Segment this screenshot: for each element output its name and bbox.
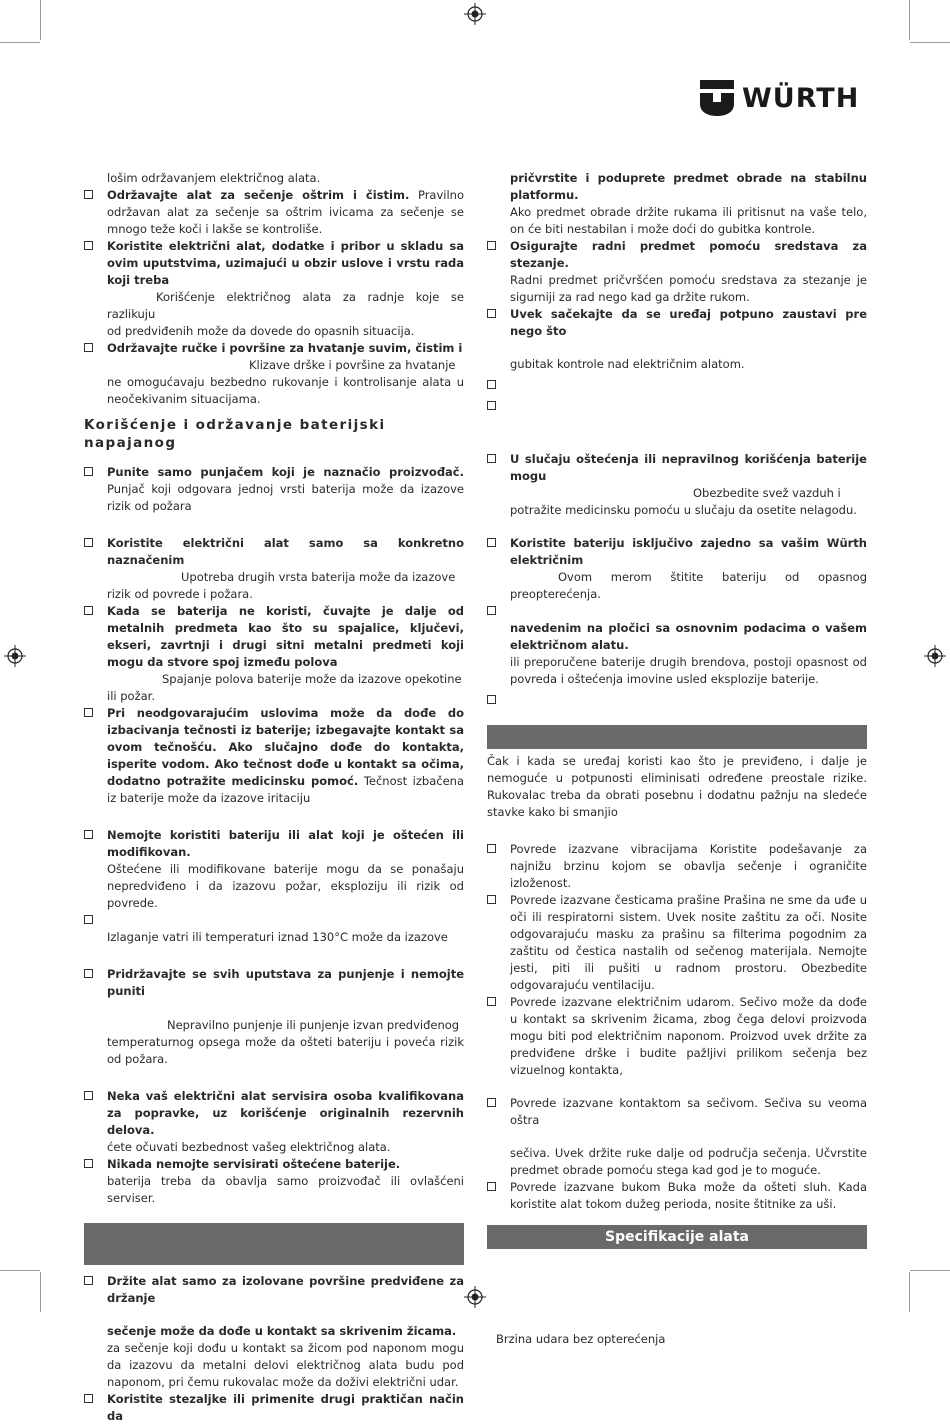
item-bold: Koristite električni alat samo sa konkretno naznačenim — [107, 536, 464, 567]
item-text: Oštećene ili modifikovane baterije mogu da se ponašaju nepredviđeno i da izazovu požar, eksploziju ili rizik od povrede. — [107, 862, 464, 910]
list-item — [487, 398, 867, 415]
crop-mark — [909, 1272, 910, 1312]
checkbox-bullet — [84, 1159, 93, 1168]
list-item — [487, 841, 867, 892]
item-text: Spajanje polova baterije može da izazove opekotine — [162, 672, 462, 686]
list-item — [84, 603, 464, 705]
section-bar — [84, 1223, 464, 1265]
list-item — [487, 377, 867, 394]
item-text: Pravilno održavan alat za sečenje sa oštrim ivicama za sečenje se mnogo teže koči i lakše se kontroliše. — [107, 188, 464, 236]
checkbox-bullet — [487, 844, 496, 853]
left-column — [84, 170, 464, 1425]
checkbox-bullet — [487, 380, 496, 389]
item-bold: Pridržavajte se svih uputstava za punjenje i nemojte puniti — [107, 967, 464, 998]
list-item — [84, 535, 464, 603]
list-item — [487, 238, 867, 306]
list-item — [84, 827, 464, 912]
checkbox-bullet — [84, 538, 93, 547]
item-text: temperaturnog opsega može da ošteti bateriju i poveća rizik od požara. — [107, 1035, 464, 1066]
item-bold: Nemojte koristiti bateriju ili alat koji je oštećen ili modifikovan. — [107, 828, 464, 859]
list-item — [84, 966, 464, 1068]
item-text: Tečnost izbačena iz baterije može da izazove iritaciju — [107, 774, 464, 805]
item-bold: Pri neodgovarajućim uslovima može da dođe do izbacivanja tečnosti iz baterije; izbegavajte kontakt sa ovom tečnošću. Ako slučajno dođe do kontakta, isperite vodom. Ako tečnost dođe u kontakt sa očima, dodatno potražite medicinsku pomoć. — [107, 706, 464, 788]
item-bold: Nikada nemojte servisirati oštećene baterije. — [107, 1157, 401, 1171]
checkbox-bullet — [487, 1098, 496, 1107]
item-text: Izlaganje vatri ili temperaturi iznad 130°C može da izazove — [107, 930, 448, 944]
item-text: Radni predmet pričvršćen pomoću sredstava za stezanje je sigurniji za rad nego kad ga držite rukom. — [510, 273, 867, 304]
item-bold: Koristite stezaljke ili primenite drugi praktičan način da — [107, 1392, 464, 1423]
list-item — [84, 1156, 464, 1207]
registration-mark-icon — [924, 645, 946, 667]
item-text: Povrede izazvane bukom Buka može da ošteti sluh. Kada koristite alat tokom dužeg perioda, nosite štitnike za uši. — [510, 1180, 867, 1211]
list-item — [84, 912, 464, 946]
item-text: ili požar. — [107, 689, 155, 703]
item-bold: Održavajte alat za sečenje oštrim i čistim. — [107, 188, 410, 202]
checkbox-bullet — [84, 915, 93, 924]
crop-mark — [40, 1272, 41, 1312]
crop-mark — [910, 42, 950, 43]
item-bold: Punite samo punjačem koji je naznačio proizvođač. — [107, 465, 464, 479]
list-item — [487, 535, 867, 603]
item-bold: U slučaju oštećenja ili nepravilnog korišćenja baterije mogu — [510, 452, 867, 483]
checkbox-bullet — [487, 309, 496, 318]
item-text: Nepravilno punjenje ili punjenje izvan predviđenog — [167, 1018, 460, 1032]
item-text: ili preporučene baterije drugih brendova, postoji opasnost od povreda i oštećenja imovine usled eksplozije baterije. — [510, 655, 867, 686]
checkbox-bullet — [487, 695, 496, 704]
item-bold: Neka vaš električni alat servisira osoba kvalifikovana za popravke, uz korišćenje originalnih rezervnih delova. — [107, 1089, 464, 1137]
checkbox-bullet — [487, 997, 496, 1006]
list-item — [487, 892, 867, 994]
list-item — [84, 705, 464, 807]
checkbox-bullet — [487, 1182, 496, 1191]
item-text: rizik od povrede i požara. — [107, 587, 253, 601]
list-item — [84, 187, 464, 238]
item-text: Povrede izazvane električnim udarom. Sečivo može da dođe u kontakt sa skrivenim žicama, zbog čega delovi proizvoda mogu biti pod električnim naponom. Proizvod uvek držite za predviđene drške i budite pažljivi prilikom sečenja bez vizuelnog kontakta, — [510, 995, 867, 1077]
item-bold: Uvek sačekajte da se uređaj potpuno zaustavi pre nego što — [510, 307, 867, 338]
brand-name: WÜRTH — [742, 82, 860, 114]
checkbox-bullet — [84, 1394, 93, 1403]
paragraph: sečenje može da dođe u kontakt sa skrivenim žicama. — [107, 1324, 457, 1338]
checkbox-bullet — [487, 606, 496, 615]
checkbox-bullet — [487, 241, 496, 250]
item-text: Korišćenje električnog alata za radnje koje se razlikuju — [107, 290, 464, 321]
item-text: Obezbedite svež vazduh i — [693, 486, 841, 500]
item-bold: Koristite električni alat, dodatke i pribor u skladu sa ovim uputstvima, uzimajući u obzir uslove i vrstu rada koji treba — [107, 239, 464, 287]
item-bold: Koristite bateriju isključivo zajedno sa vašim Würth električnim — [510, 536, 867, 567]
registration-mark-icon — [4, 645, 26, 667]
list-item — [487, 306, 867, 340]
item-text: ćete očuvati bezbednost vašeg električnog alata. — [107, 1140, 391, 1154]
list-item — [487, 603, 867, 688]
item-bold: Držite alat samo za izolovane površine predviđene za držanje — [107, 1274, 464, 1305]
checkbox-bullet — [487, 454, 496, 463]
paragraph: pričvrstite i poduprete predmet obrade na stabilnu platformu. — [510, 171, 867, 202]
checkbox-bullet — [84, 969, 93, 978]
section-bar — [487, 725, 867, 749]
list-item — [84, 1391, 464, 1425]
spec-row-label: Brzina udara bez opterećenja — [496, 1332, 666, 1346]
list-item — [84, 1088, 464, 1156]
registration-mark-icon — [464, 3, 486, 25]
item-bold: navedenim na pločici sa osnovnim podacima o vašem električnom alatu. — [510, 621, 867, 652]
list-item — [84, 464, 464, 515]
list-item — [84, 340, 464, 408]
crop-mark — [0, 1270, 40, 1271]
checkbox-bullet — [84, 606, 93, 615]
item-text: Povrede izazvane kontaktom sa sečivom. Sečiva su veoma oštra — [510, 1096, 867, 1127]
crop-mark — [40, 0, 41, 40]
item-text: Povrede izazvane česticama prašine Prašina ne sme da uđe u oči ili respiratorni sistem. Uvek nosite zaštitu za oči. Nosite odgovarajuću masku za prašinu sa filterima pogodnim za zaštitu od čestica nastalih od sečenog materijala. Nemojte jesti, piti ili pušiti u radnom prostoru. Obezbedite odgovarajuću ventilaciju. — [510, 893, 867, 992]
checkbox-bullet — [84, 190, 93, 199]
item-text: Povrede izazvane vibracijama Koristite podešavanje za najnižu brzinu kojom se obavlja sečenje i ograničite izloženost. — [510, 842, 867, 890]
paragraph: sečiva. Uvek držite ruke dalje od područja sečenja. Učvrstite predmet obrade pomoću stega kad god je to moguće. — [510, 1146, 867, 1177]
checkbox-bullet — [487, 401, 496, 410]
wurth-logo-icon — [700, 80, 734, 116]
item-text: Klizave drške i površine za hvatanje — [249, 358, 456, 372]
list-item — [487, 451, 867, 519]
checkbox-bullet — [487, 538, 496, 547]
checkbox-bullet — [84, 1091, 93, 1100]
paragraph: za sečenje koji dođu u kontakt sa žicom pod naponom mogu da izazovu da metalni delovi električnog alata budu pod naponom, pri čemu rukovalac može da doživi električni udar. — [107, 1341, 464, 1389]
paragraph: lošim održavanjem električnog alata. — [107, 171, 321, 185]
checkbox-bullet — [84, 241, 93, 250]
list-item — [84, 1273, 464, 1307]
crop-mark — [910, 1270, 950, 1271]
crop-mark — [0, 42, 40, 43]
paragraph: Čak i kada se uređaj koristi kao što je previđeno, i dalje je nemoguće u potpunosti eliminisati određene preostale rizike. Rukovalac treba da obrati posebnu i dodatnu pažnju na sledeće stavke kako bi smanjio — [487, 754, 867, 819]
right-column — [487, 170, 867, 1348]
registration-mark-icon — [464, 1286, 486, 1308]
item-text: baterija treba da obavlja samo proizvođač ili ovlašćeni serviser. — [107, 1174, 464, 1205]
paragraph: gubitak kontrole nad električnim alatom. — [510, 357, 745, 371]
item-bold: Održavajte ručke i površine za hvatanje suvim, čistim i — [107, 341, 463, 355]
item-text: ne omogućavaju bezbedno rukovanje i kontrolisanje alata u neočekivanim situacijama. — [107, 375, 464, 406]
item-bold: Kada se baterija ne koristi, čuvajte je dalje od metalnih predmeta kao što su spajalice, ključevi, ekseri, zavrtnji i drugi sitni metalni predmeti koji mogu da stvore spoj između polova — [107, 604, 464, 669]
list-item — [487, 994, 867, 1079]
checkbox-bullet — [84, 343, 93, 352]
section-heading: Korišćenje i održavanje baterijski napajanog — [84, 417, 386, 451]
spec-title-bar: Specifikacije alata — [487, 1225, 867, 1249]
list-item — [84, 238, 464, 340]
checkbox-bullet — [84, 1276, 93, 1285]
checkbox-bullet — [84, 830, 93, 839]
checkbox-bullet — [84, 467, 93, 476]
item-text: od predviđenih može da dovede do opasnih situacija. — [107, 324, 415, 338]
list-item — [487, 692, 867, 709]
crop-mark — [909, 0, 910, 40]
item-text: Upotreba drugih vrsta baterija može da izazove — [181, 570, 456, 584]
item-text: Ovom merom štitite bateriju od opasnog preopterećenja. — [510, 570, 867, 601]
list-item — [487, 1095, 867, 1129]
brand-logo — [700, 80, 859, 116]
item-text: Punjač koji odgovara jednoj vrsti baterija može da izazove rizik od požara — [107, 482, 464, 513]
checkbox-bullet — [487, 895, 496, 904]
checkbox-bullet — [84, 708, 93, 717]
list-item — [487, 1179, 867, 1213]
item-text: potražite medicinsku pomoću u slučaju da osetite nelagodu. — [510, 503, 857, 517]
item-bold: Osigurajte radni predmet pomoću sredstava za stezanje. — [510, 239, 867, 270]
paragraph: Ako predmet obrade držite rukama ili pritisnut na vaše telo, on će biti nestabilan i može doći do gubitka kontrole. — [510, 205, 867, 236]
